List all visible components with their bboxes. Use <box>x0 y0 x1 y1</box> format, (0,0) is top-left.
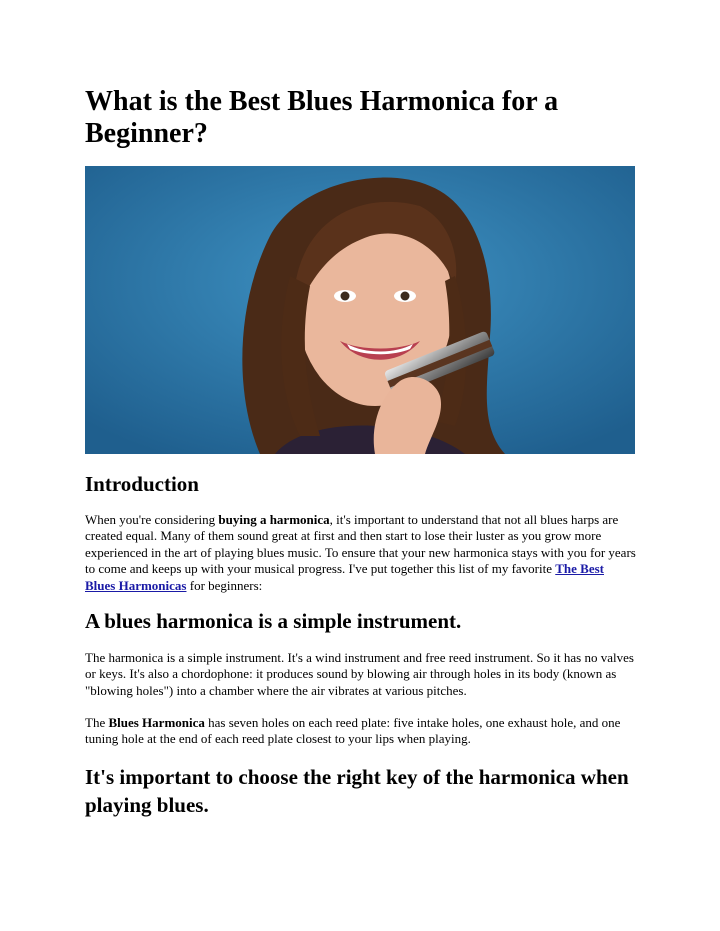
intro-text-3: for beginners: <box>186 577 263 593</box>
intro-text-2: , it's important to understand that not all blues harps are created equal. Many of them sound great at first and then start to lose their luster as you grow more experienced in the art of playing blues music. To ensure that your new harmonica stays with you for years to come and keeps up with your musical progress. I've put together this list of my favorite <box>85 512 636 577</box>
simple-p2-text-2: has seven holes on each reed plate: five intake holes, one exhaust hole, and one tuning hole at the end of each reed plate closest to your lips when playing. <box>85 715 621 747</box>
intro-heading: Introduction <box>85 472 199 496</box>
woman-with-harmonica-photo <box>85 166 635 454</box>
right-key-heading: It's important to choose the right key of the harmonica when playing blues. <box>85 765 629 817</box>
simple-paragraph-2 <box>85 715 637 748</box>
intro-text-1: When you're considering <box>85 512 219 527</box>
blues-harmonica-bold: Blues Harmonica <box>108 715 205 730</box>
buying-harmonica-bold: buying a harmonica <box>218 512 330 527</box>
page-title: What is the Best Blues Harmonica for a Beginner? <box>85 86 559 149</box>
intro-paragraph <box>85 512 637 594</box>
best-blues-harmonicas-link[interactable]: The Best Blues Harmonicas <box>85 561 604 593</box>
simple-instrument-heading: A blues harmonica is a simple instrument. <box>85 609 462 633</box>
simple-paragraph-1: The harmonica is a simple instrument. It's a wind instrument and free reed instrument. So it has no valves or keys. It's also a chordophone: it produces sound by blowing air through holes in its body (known as "blowing holes") into a chamber where the air vibrates at various pitches. <box>85 650 634 698</box>
simple-p2-text-1: The <box>85 715 109 730</box>
